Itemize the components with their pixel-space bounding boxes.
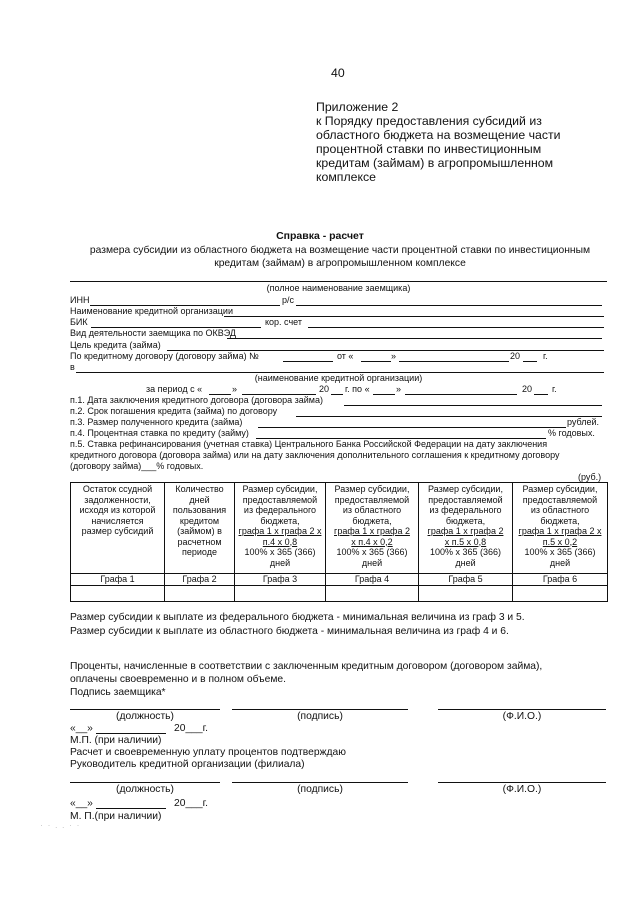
signature-caption: (подпись) [297, 784, 343, 795]
contract-label: По кредитному договору (договору займа) № [70, 351, 259, 361]
contract-from-label: от « [337, 351, 354, 361]
table-column-number: Графа 4 [326, 574, 419, 586]
item-1-label: п.1. Дата заключения кредитного договора (договора займа) [70, 395, 324, 405]
table-unit: (руб.) [578, 472, 602, 482]
credit-org-label: Наименование кредитной организации [70, 306, 233, 316]
kor-label: кор. счет [265, 317, 302, 327]
appendix-line: процентной ставки по инвестиционным [316, 142, 542, 156]
contract-number-field[interactable] [283, 361, 333, 362]
table-cell[interactable] [513, 585, 608, 601]
page-number: 40 [331, 66, 345, 80]
stamp-label: М. П.(при наличии) [70, 811, 162, 822]
contract-quote-close: » [391, 351, 397, 361]
period-from-year-field[interactable] [331, 394, 343, 395]
table-column-number: Графа 2 [165, 574, 235, 586]
table-column-number: Графа 1 [71, 574, 165, 586]
okved-label: Вид деятельности заемщика по ОКВЭД [70, 328, 236, 338]
federal-result-text: Размер субсидии к выплате из федерального бюджета - минимальная величина из граф 3 и 5. [70, 612, 525, 623]
contract-year-field[interactable] [523, 361, 537, 362]
position-caption: (должность) [116, 784, 174, 795]
item-5-text: кредитного договора (договора займа) или на дату заключения дополнительного соглашения к кредитному договору [70, 450, 560, 460]
item-3-label: п.3. Размер полученного кредита (займа) [70, 417, 243, 427]
period-year-prefix: 20 [522, 384, 533, 394]
date-year: 20___г. [174, 723, 208, 734]
fio-caption: (Ф.И.О.) [502, 711, 542, 722]
period-year-prefix: 20 [319, 384, 330, 394]
bank-head-label: Руководитель кредитной организации (филиала) [70, 759, 305, 770]
kor-field[interactable] [308, 327, 604, 328]
table-cell[interactable] [165, 585, 235, 601]
subsidy-table [70, 482, 608, 602]
table-cell[interactable] [419, 585, 513, 601]
contract-day-field[interactable] [361, 361, 391, 362]
bik-label: БИК [70, 317, 88, 327]
item-3-unit: рублей. [567, 417, 600, 427]
period-to-label: г. по « [345, 384, 370, 394]
date-year: 20___г. [174, 798, 208, 809]
item-4-label: п.4. Процентная ставка по кредиту (займу) [70, 428, 249, 438]
item-1-field[interactable] [344, 405, 602, 406]
regional-result-text: Размер субсидии к выплате из областного бюджета - минимальная величина из граф 4 и 6. [70, 626, 509, 637]
credit-org-caption: (наименование кредитной организации) [254, 373, 423, 383]
table-column-number: Графа 5 [419, 574, 513, 586]
confirmation-note: Расчет и своевременную уплату процентов подтверждаю [70, 747, 346, 758]
appendix-line: областного бюджета на возмещение части [316, 128, 561, 142]
table-column-number-row [71, 574, 608, 586]
document-subtitle: кредитам (займам) в агропромышленном комплексе [214, 258, 466, 269]
table-header-cell: Размер субсидии, предоставляемой из федерального бюджета, графа 1 х графа 2 х п.5 х 0,8 100% х 365 (366) дней [419, 483, 513, 574]
rs-field[interactable] [296, 305, 602, 306]
contract-year-suffix: г. [543, 351, 548, 361]
confirmation-text: оплачены своевременно и в полном объеме. [70, 674, 286, 685]
item-5-text: п.5. Ставка рефинансирования (учетная ставка) Центрального Банка Российской Федерации на дату заключения [70, 439, 548, 449]
date-open: «__» [70, 798, 93, 809]
date-open: «__» [70, 723, 93, 734]
purpose-label: Цель кредита (займа) [70, 340, 161, 350]
item-2-field[interactable] [296, 416, 602, 417]
appendix-line: комплексе [316, 170, 376, 184]
position-caption: (должность) [116, 711, 174, 722]
table-header-cell: Размер субсидии, предоставляемой из федерального бюджета, графа 1 х графа 2 х п.4 х 0,8 100% х 365 (366) дней [235, 483, 326, 574]
table-header-row [71, 483, 608, 574]
okved-field[interactable] [227, 338, 602, 339]
confirmation-text: Проценты, начисленные в соответствии с заключенным кредитным договором (договором займа), [70, 661, 543, 672]
table-header-cell: Количество дней пользования кредитом (займом) в расчетном периоде [165, 483, 235, 574]
table-header-cell: Остаток ссудной задолженности, исходя из которой начисляется размер субсидий [71, 483, 165, 574]
item-5-text: (договору займа)___% годовых. [70, 461, 204, 471]
table-row [71, 585, 608, 601]
period-to-month-field[interactable] [405, 394, 517, 395]
stamp-label: М.П. (при наличии) [70, 735, 162, 746]
period-to-year-field[interactable] [534, 394, 548, 395]
document-subtitle: размера субсидии из областного бюджета на возмещение части процентной ставки по инвестиционным [89, 245, 591, 256]
table-header-cell: Размер субсидии, предоставляемой из областного бюджета, графа 1 х графа 2 х п.4 х 0,2 100% х 365 (366) дней [326, 483, 419, 574]
table-header-cell: Размер субсидии, предоставляемой из областного бюджета, графа 1 х графа 2 х п.5 х 0,2 100% х 365 (366) дней [513, 483, 608, 574]
item-3-field[interactable] [258, 427, 566, 428]
date-month-field[interactable] [96, 808, 166, 809]
borrower-signature-label: Подпись заемщика* [70, 687, 166, 698]
table-cell[interactable] [235, 585, 326, 601]
table-column-number: Графа 3 [235, 574, 326, 586]
appendix-block [316, 100, 596, 184]
fio-caption: (Ф.И.О.) [502, 784, 542, 795]
period-label: за период с « [146, 384, 203, 394]
period-quote: » [232, 384, 238, 394]
appendix-title: Приложение 2 [316, 100, 399, 114]
table-column-number: Графа 6 [513, 574, 608, 586]
item-4-unit: % годовых. [548, 428, 595, 438]
borrower-caption: (полное наименование заемщика) [266, 283, 411, 293]
document-title: Справка - расчет [276, 230, 364, 242]
period-to-day-field[interactable] [373, 394, 395, 395]
rs-label: р/с [282, 295, 295, 305]
signature-caption: (подпись) [297, 711, 343, 722]
table-cell[interactable] [326, 585, 419, 601]
borrower-name-line [70, 281, 607, 282]
scan-artifact: · · . . · · [40, 820, 81, 830]
item-2-label: п.2. Срок погашения кредита (займа) по договору [70, 406, 278, 416]
period-quote: » [396, 384, 402, 394]
appendix-line: кредитам (займам) в агропромышленном [316, 156, 554, 170]
inn-label: ИНН [70, 295, 90, 305]
appendix-line: к Порядку предоставления субсидий из [316, 114, 542, 128]
period-year-suffix: г. [552, 384, 557, 394]
contract-month-field[interactable] [399, 361, 509, 362]
contract-year-prefix: 20 [510, 351, 521, 361]
in-label: в [70, 362, 75, 372]
table-cell[interactable] [71, 585, 165, 601]
